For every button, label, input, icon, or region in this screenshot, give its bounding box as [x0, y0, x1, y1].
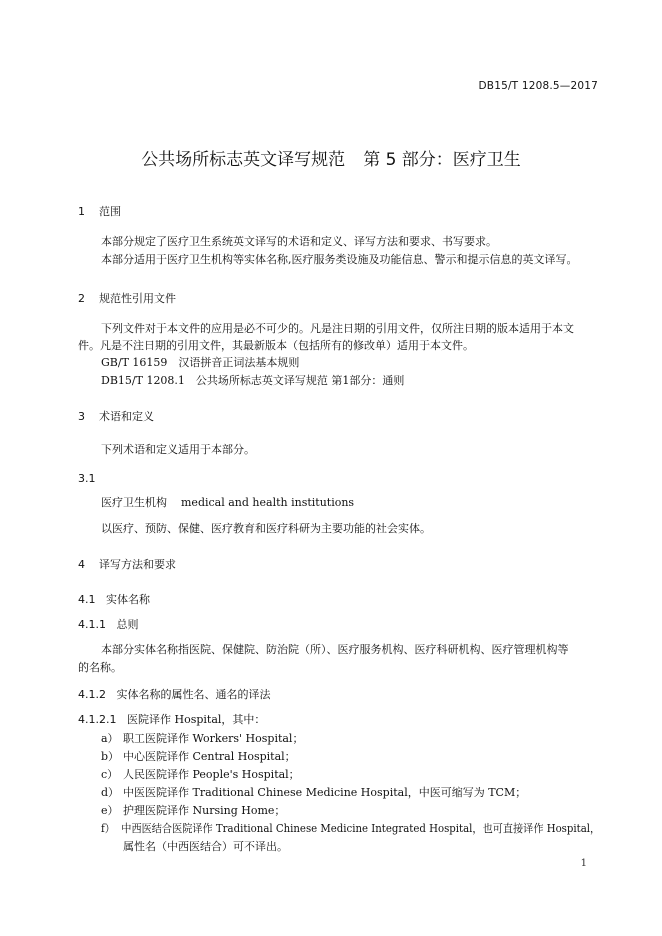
normative-reference-1: GB/T 16159 汉语拼音正词法基本规则	[101, 356, 300, 369]
section-4-1-2-heading	[78, 686, 271, 702]
list-item-continuation: 属性名（中西医结合）可不译出。	[123, 840, 288, 853]
title-main: 公共场所标志英文译写规范	[141, 150, 346, 170]
subsection-3-1-number: 3.1	[78, 472, 96, 485]
clause-number: 4.1.2.1	[78, 713, 117, 726]
section-4-1-1-heading	[78, 616, 139, 632]
term-definition: 以医疗、预防、保健、医疗教育和医疗科研为主要功能的社会实体。	[101, 522, 431, 535]
section-2-para-line-1: 下列文件对于本文件的应用是必不可少的。凡是注日期的引用文件，仅所注日期的版本适用于本文	[101, 322, 574, 335]
list-marker: c）	[101, 768, 119, 781]
term-english: medical and health institutions	[181, 496, 355, 509]
section-number: 2	[78, 292, 85, 305]
section-3-heading	[78, 408, 154, 424]
list-marker: b）	[101, 750, 120, 763]
section-title: 术语和定义	[99, 410, 154, 423]
list-item-text: 中医医院译作 Traditional Chinese Medicine Hospital，中医可缩写为 TCM；	[123, 786, 527, 799]
section-number: 3	[78, 410, 85, 423]
list-marker: a）	[101, 732, 119, 745]
list-item-text: 中西医结合医院译作 Traditional Chinese Medicine Integrated Hospital，也可直接译作 Hospital，	[121, 822, 601, 835]
section-title: 总则	[116, 618, 139, 631]
document-title	[0, 145, 662, 170]
normative-reference-2: DB15/T 1208.1 公共场所标志英文译写规范 第1部分：通则	[101, 374, 405, 387]
page-number: 1	[580, 858, 587, 869]
section-number: 4.1	[78, 593, 96, 606]
section-number: 4.1.1	[78, 618, 106, 631]
section-4-1-1-para-line-2: 的名称。	[78, 661, 122, 674]
section-title: 译写方法和要求	[99, 558, 176, 571]
section-number: 4.1.2	[78, 688, 106, 701]
list-item	[101, 748, 296, 764]
term-chinese: 医疗卫生机构	[101, 496, 167, 509]
term-entry	[101, 494, 354, 511]
section-1-para-2: 本部分适用于医疗卫生机构等实体名称,医疗服务类设施及功能信息、警示和提示信息的英文译写。	[101, 253, 578, 266]
section-title: 规范性引用文件	[99, 292, 176, 305]
title-part: 第 5 部分：医疗卫生	[363, 150, 521, 170]
list-marker: e）	[101, 804, 119, 817]
list-item	[101, 784, 526, 800]
list-item-text: 人民医院译作 People's Hospital；	[123, 768, 300, 781]
list-item	[101, 820, 600, 836]
list-item	[101, 802, 285, 818]
section-3-para: 下列术语和定义适用于本部分。	[101, 443, 255, 456]
document-code: DB15/T 1208.5—2017	[478, 80, 598, 92]
list-marker: f）	[101, 822, 115, 835]
list-marker: d）	[101, 786, 120, 799]
section-number: 1	[78, 205, 85, 218]
list-item	[101, 730, 303, 746]
section-title: 实体名称	[106, 593, 150, 606]
section-4-heading	[78, 556, 176, 572]
list-item-text: 护理医院译作 Nursing Home；	[123, 804, 286, 817]
section-2-para-line-2: 件。凡是不注日期的引用文件，其最新版本（包括所有的修改单）适用于本文件。	[78, 339, 474, 352]
clause-text: 医院译作 Hospital，其中：	[126, 713, 266, 726]
clause-4-1-2-1	[78, 711, 265, 728]
section-1-heading	[78, 203, 121, 219]
list-item	[101, 766, 300, 782]
section-4-1-heading	[78, 591, 150, 607]
list-item-text: 职工医院译作 Workers' Hospital；	[123, 732, 304, 745]
list-item-text: 中心医院译作 Central Hospital；	[123, 750, 296, 763]
section-number: 4	[78, 558, 85, 571]
section-2-heading	[78, 290, 176, 306]
section-4-1-1-para-line-1: 本部分实体名称指医院、保健院、防治院（所）、医疗服务机构、医疗科研机构、医疗管理机构等	[101, 643, 569, 656]
section-1-para-1: 本部分规定了医疗卫生系统英文译写的术语和定义、译写方法和要求、书写要求。	[101, 235, 497, 248]
section-title: 实体名称的属性名、通名的译法	[116, 688, 271, 701]
section-title: 范围	[99, 205, 121, 218]
